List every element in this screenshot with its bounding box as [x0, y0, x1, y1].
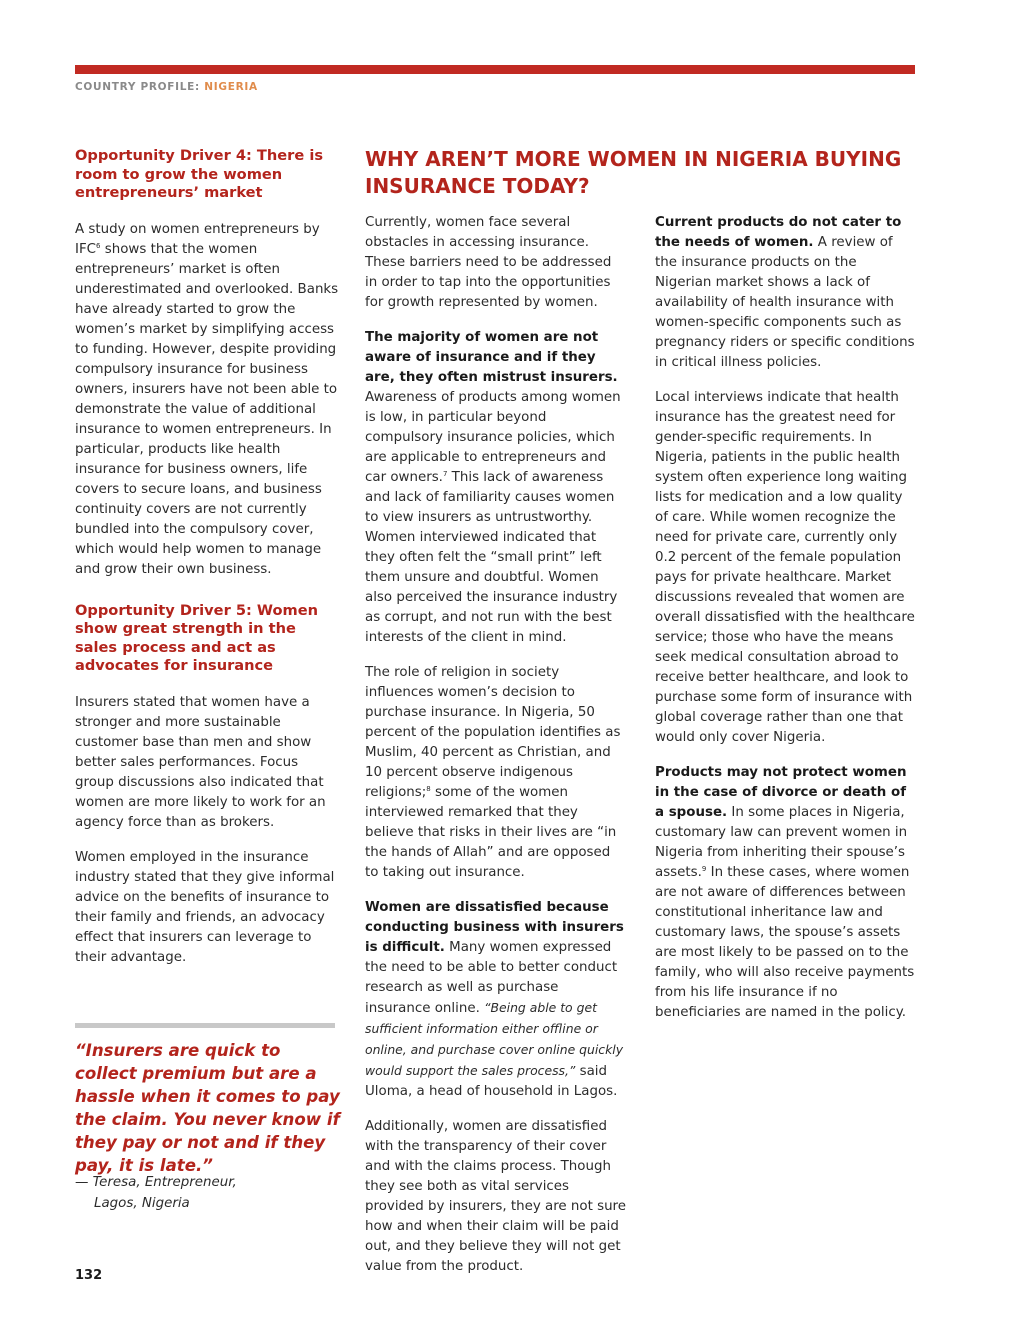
page-number: 132 — [75, 1268, 103, 1283]
country-label: NIGERIA — [204, 81, 258, 93]
middle-column — [365, 213, 627, 1292]
header-rule — [75, 65, 915, 74]
products-lead: Current products do not cater to the needs of women. — [655, 215, 902, 250]
attribution-line-2: Lagos, Nigeria — [94, 1196, 190, 1211]
footnote-ref: 9 — [701, 865, 707, 873]
quote-attribution — [75, 1172, 335, 1214]
driver4-heading: Opportunity Driver 4: There is room to grow the women entrepreneurs’ market — [75, 147, 324, 201]
profile-label: COUNTRY PROFILE: — [75, 81, 200, 93]
footnote-ref: 6 — [96, 241, 101, 250]
dissatisfied-lead: Women are dissatisfied because conducting business with insurers is difficult. — [365, 900, 624, 955]
dissatisfied-paragraph: Women are dissatisfied because conducting business with insurers is difficult. Many women expressed the need to be able to better conduct research as well as purchase insurance online. “Being able to get sufficient information either offline or online, and purchase cover online quickly would support the sales process,” said Uloma, a head of household in Lagos. — [365, 900, 624, 1099]
products-paragraph: Current products do not cater to the needs of women. A review of the insurance products on the Nigerian market shows a lack of availability of health insurance with women-specific components such as pregnancy riders or specific conditions in critical illness policies. — [655, 215, 915, 370]
divorce-lead: Products may not protect women in the case of divorce or death of a spouse. — [655, 765, 907, 820]
transparency-paragraph: Additionally, women are dissatisfied with the transparency of their cover and with the claims process. Though they see both as vital services provided by insurers, they are not sure how and when their claim will be paid out, and they believe they will not get value from the product. — [365, 1119, 627, 1274]
driver5-paragraph-2: Women employed in the insurance industry stated that they give informal advice on the benefits of insurance to their family and friends, an advocacy effect that insurers can leverage to their advantage. — [75, 849, 335, 965]
driver4-paragraph: A study on women entrepreneurs by IFC$^6$ shows that the women entrepreneurs’ market is often underestimated and overlooked. Banks have already started to grow the women’s market by simplifying access to funding. However, despite providing compulsory insurance for business owners, insurers have not been able to demonstrate the value of additional insurance to women entrepreneurs. In particular, products like health insurance for business owners, life covers to secure loans, and business continuity covers are not currently bundled into the compulsory cover, which would help women to manage and grow their own business. — [75, 221, 339, 577]
driver5-heading: Opportunity Driver 5: Women show great strength in the sales process and act as advocates for insurance — [75, 601, 319, 674]
health-paragraph: Local interviews indicate that health insurance has the greatest need for gender-specific requirements. In Nigeria, patients in the public health system often experience long waiting lists for medication and a low quality of care. While women recognize the need for private care, currently only 0.2 percent of the female population pays for private healthcare. Market discussions revealed that women are overall dissatisfied with the healthcare service; those who have the means seek medical consultation abroad to receive better healthcare, and look to purchase some form of insurance with global coverage rather than one that would only cover Nigeria. — [655, 390, 915, 745]
religion-paragraph: The role of religion in society influences women’s decision to purchase insurance. In Nigeria, 50 percent of the population identifies as Muslim, 40 percent as Christian, and 10 percent observe indigenous religions;$^8$ some of the women interviewed remarked that they believe that risks in their lives are “in the hands of Allah” and are opposed to taking out insurance. — [365, 665, 621, 880]
divorce-paragraph: Products may not protect women in the case of divorce or death of a spouse. In some places in Nigeria, customary law can prevent women in Nigeria from inheriting their spouse’s assets.$^9$ In these cases, where women are not aware of differences between constitutional inheritance law and customary laws, the spouse’s assets are most likely to be passed on to the family, who will also receive payments from his life insurance if no beneficiaries are named in the policy. — [655, 765, 915, 1020]
running-header — [75, 81, 258, 93]
pull-quote: “Insurers are quick to collect premium but are a hassle when it comes to pay the claim. You never know if they pay or not and if they pay, it is late.” — [75, 1041, 340, 1175]
footnote-ref: 7 — [442, 470, 448, 478]
driver5-paragraph-1: Insurers stated that women have a stronger and more sustainable customer base than men and show better sales performances. Focus group discussions also indicated that women are more likely to work for an agency force than as brokers. — [75, 694, 326, 830]
quote-divider — [75, 1023, 335, 1028]
left-column — [75, 147, 340, 983]
awareness-paragraph: The majority of women are not aware of insurance and if they are, they often mistrust insurers. Awareness of products among women is low, in particular beyond compulsory insurance policies, which are applicable to entrepreneurs and car owners.$^7$ This lack of awareness and lack of familiarity causes women to view insurers as untrustworthy. Women interviewed indicated that they often felt the “small print” left them unsure and doubtful. Women also perceived the insurance industry as corrupt, and not run with the best interests of the client in mind. — [365, 330, 621, 645]
section-heading: WHY AREN’T MORE WOMEN IN NIGERIA BUYING INSURANCE TODAY? — [365, 147, 902, 198]
right-column — [655, 213, 915, 1038]
footnote-ref: 8 — [426, 785, 431, 793]
awareness-lead: The majority of women are not aware of insurance and if they are, they often mistrust insurers. — [365, 330, 618, 385]
intro-paragraph: Currently, women face several obstacles in accessing insurance. These barriers need to be addressed in order to tap into the opportunities for growth represented by women. — [365, 215, 612, 310]
inline-quote: “Being able to get sufficient information either offline or online, and purchase cover online quickly would support the sales process,” — [365, 1000, 624, 1078]
attribution-line-1: — Teresa, Entrepreneur, — [75, 1175, 237, 1190]
